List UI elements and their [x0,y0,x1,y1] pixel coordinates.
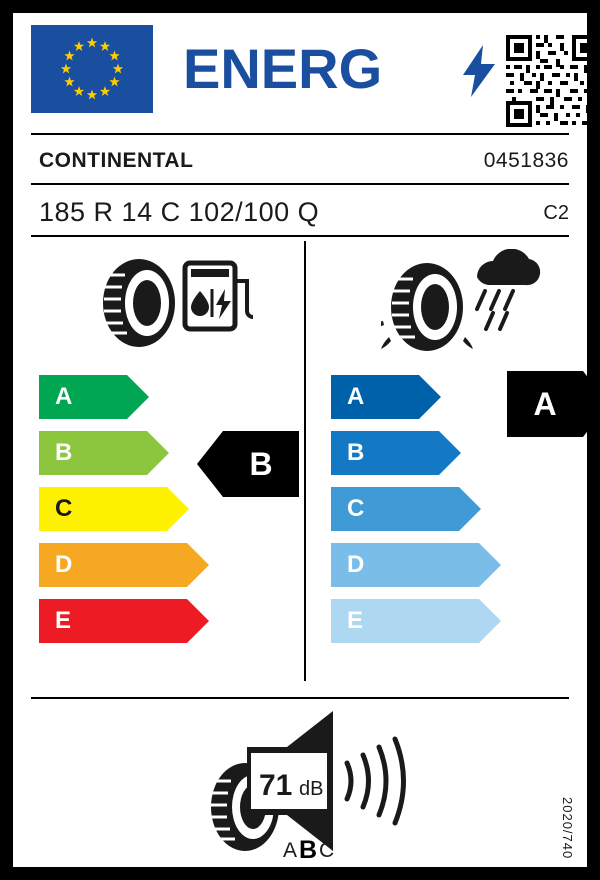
lightning-bolt-icon [463,45,495,97]
fuel-grade-d [39,543,187,587]
label-inner [13,13,587,867]
arrowhead [167,487,189,531]
arrowhead [147,431,169,475]
wet-grade-b [331,431,439,475]
wet-grade-a-label: A [347,383,365,410]
fuel-grade-c [39,487,167,531]
arrowhead [187,599,209,643]
marker-tip [197,431,223,497]
brand-divider [31,183,569,185]
fuel-grade-a-label: A [55,383,73,410]
rain-cloud-tyre-icon [381,249,541,359]
registration-number: 0451836 [483,149,569,172]
panel-divider [304,241,306,681]
label-header [31,25,569,125]
fuel-grade-b-label: B [55,439,73,466]
fuel-efficiency-rating-value: B [249,446,273,482]
wet-grade-e [331,599,479,643]
arrowhead [419,375,441,419]
eu-flag-icon [31,25,153,113]
arrowhead [127,375,149,419]
arrowhead [187,543,209,587]
wet-grade-a [331,375,419,419]
header-divider [31,133,569,135]
noise-class-a-svg: A [283,839,298,861]
fuel-grade-a [39,375,127,419]
fuel-efficiency-rating-marker [223,431,299,497]
wet-grip-rating-marker [507,371,583,437]
qr-code-icon [504,33,600,129]
fuel-grade-d-label: D [55,551,73,578]
wet-grade-b-label: B [347,439,365,466]
fuel-grade-b [39,431,147,475]
noise-class-c-svg: C [319,839,335,861]
arrowhead [479,543,501,587]
noise-value-svg: 71 [259,769,293,802]
wet-grade-c [331,487,459,531]
noise-unit-svg: dB [299,778,324,800]
fuel-pump-tyre-icon [85,249,255,349]
noise-panel [13,703,587,867]
wet-grade-e-label: E [347,607,364,634]
tyre-class: C2 [543,202,569,224]
wet-grade-d-label: D [347,551,365,578]
noise-divider [31,697,569,699]
size-divider [31,235,569,237]
fuel-grade-c-label: C [55,495,73,522]
manufacturer-name: CONTINENTAL [39,149,194,172]
wet-grade-c-label: C [347,495,365,522]
arrowhead [439,431,461,475]
energy-wordmark: ENERG [183,37,383,100]
arrowhead [479,599,501,643]
wet-grade-d [331,543,479,587]
loudspeaker-tyre-icon [201,711,411,861]
fuel-grade-e-label: E [55,607,72,634]
tyre-size-designation: 185 R 14 C 102/100 Q [39,197,320,227]
date-code: 2020/740 [560,796,575,859]
marker-tip [583,371,600,437]
wet-grip-rating-value: A [533,386,557,422]
fuel-grade-e [39,599,187,643]
noise-class-b-svg: B [299,836,318,861]
arrowhead [459,487,481,531]
